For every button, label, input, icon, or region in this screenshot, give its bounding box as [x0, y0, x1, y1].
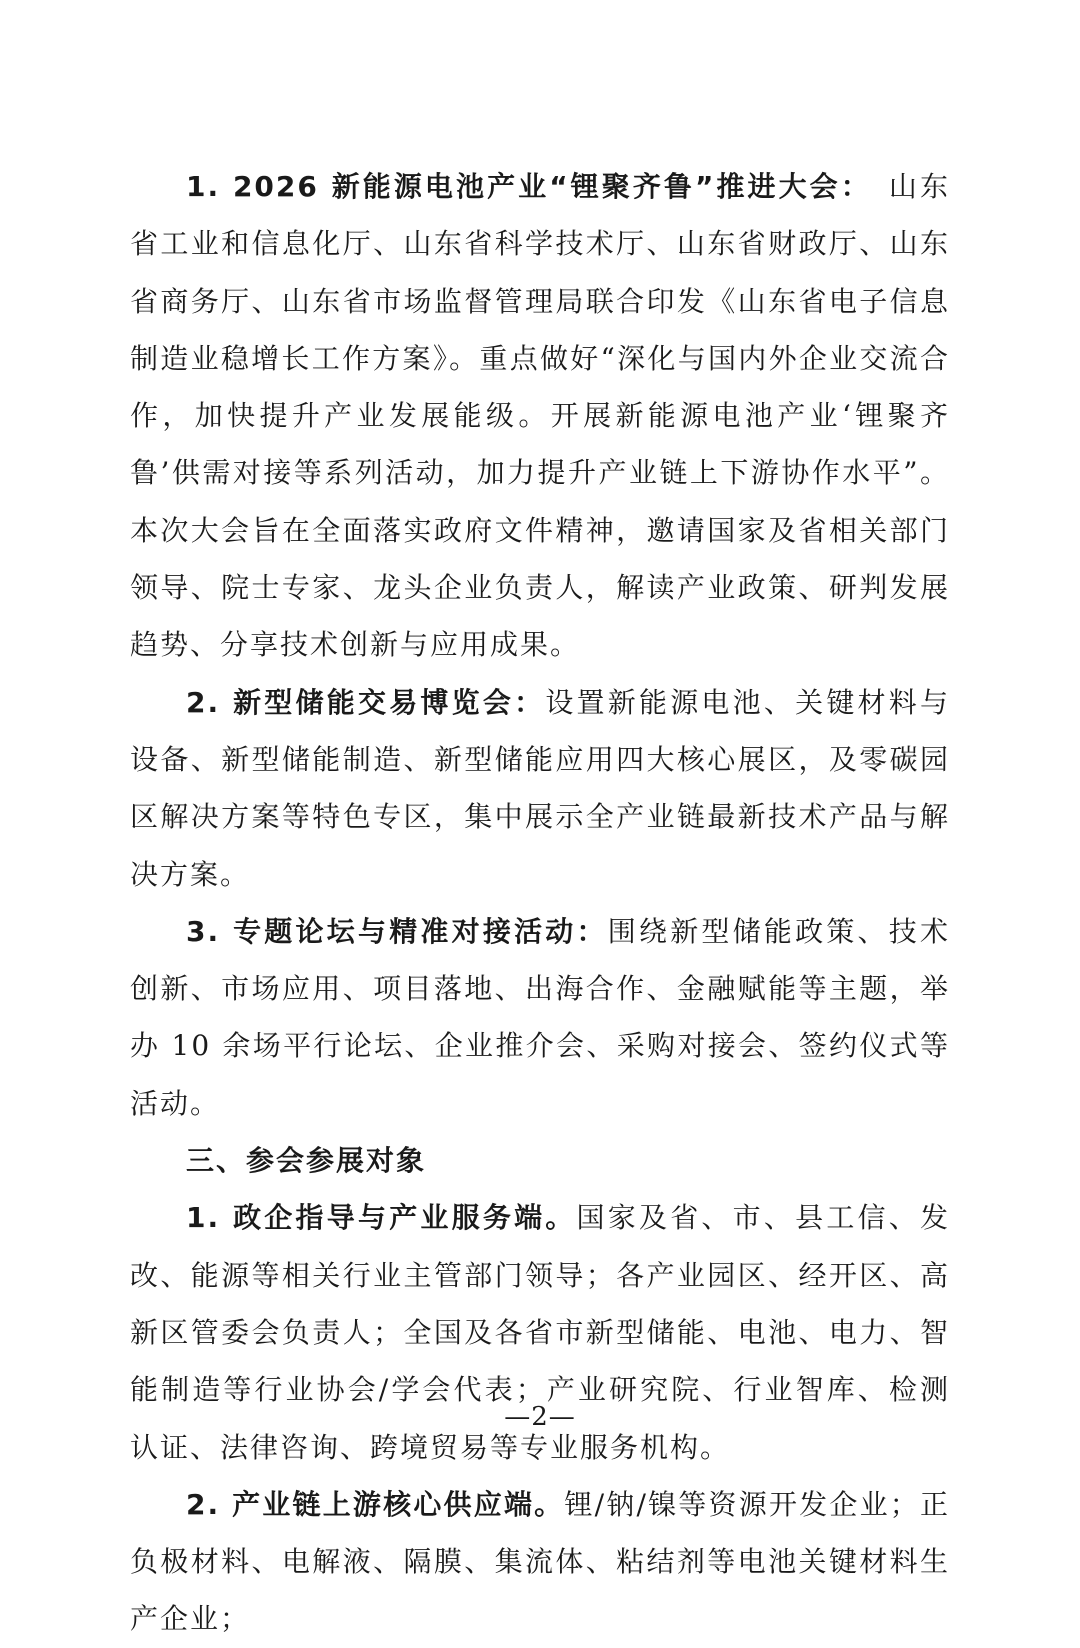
paragraph-government-services — [130, 1189, 950, 1475]
paragraph-forums — [130, 903, 950, 1132]
paragraph-text: 山东省工业和信息化厅、山东省科学技术厅、山东省财政厅、山东省商务厅、山东省市场监督管理局联合印发《山东省电子信息制造业稳增长工作方案》。重点做好“深化与国内外企业交流合作，加快提升产业发展能级。开展新能源电池产业‘锂聚齐鲁’供需对接等系列活动，加力提升产业链上下游协作水平”。本次大会旨在全面落实政府文件精神，邀请国家及省相关部门领导、院士专家、龙头企业负责人，解读产业政策、研判发展趋势、分享技术创新与应用成果。 — [130, 170, 950, 662]
paragraph-upstream-supply — [130, 1476, 950, 1648]
page-number: —2— — [504, 1402, 576, 1432]
paragraph-expo — [130, 674, 950, 903]
paragraph-text: 国家及省、市、县工信、发改、能源等相关行业主管部门领导；各产业园区、经开区、高新区管委会负责人；全国及各省市新型储能、电池、电力、智能制造等行业协会/学会代表；产业研究院、行业智库、检测认证、法律咨询、跨境贸易等专业服务机构。 — [130, 1201, 950, 1464]
section-heading: 三、参会参展对象 — [186, 1144, 427, 1178]
paragraph-lead: 3. 专题论坛与精准对接活动： — [186, 914, 608, 948]
paragraph-text: 围绕新型储能政策、技术创新、市场应用、项目落地、出海合作、金融赋能等主题，举办 10 余场平行论坛、企业推介会、采购对接会、签约仪式等活动。 — [130, 914, 950, 1120]
paragraph-conference — [130, 158, 950, 674]
paragraph-lead: 1. 2026 新能源电池产业“锂聚齐鲁”推进大会： — [186, 170, 858, 203]
paragraph-text: 锂/钠/镍等资源开发企业；正负极材料、电解液、隔膜、集流体、粘结剂等电池关键材料生产企业； — [130, 1487, 950, 1636]
paragraph-lead: 2. 新型储能交易博览会： — [186, 685, 546, 719]
paragraph-lead: 2. 产业链上游核心供应端。 — [186, 1487, 565, 1521]
paragraph-lead: 1. 政企指导与产业服务端。 — [186, 1201, 577, 1235]
paragraph-text: 设置新能源电池、关键材料与设备、新型储能制造、新型储能应用四大核心展区，及零碳园区解决方案等特色专区，集中展示全产业链最新技术产品与解决方案。 — [130, 685, 950, 891]
